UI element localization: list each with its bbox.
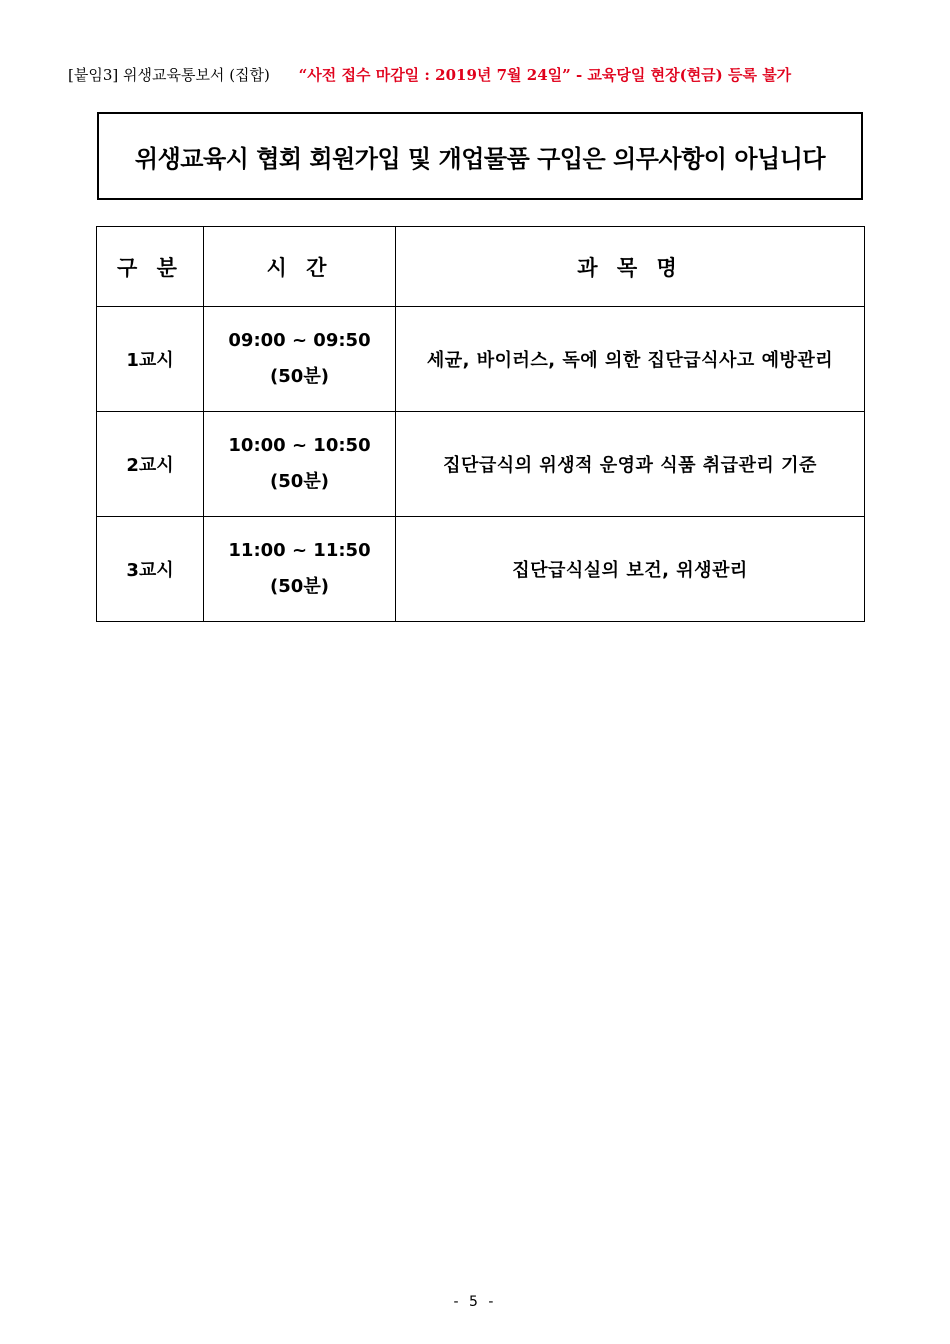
- time-range: 10:00 ~ 10:50: [228, 435, 371, 456]
- time-range: 11:00 ~ 11:50: [228, 540, 371, 561]
- notice-text: 위생교육시 협회 회원가입 및 개업물품 구입은 의무사항이 아닙니다: [134, 144, 826, 173]
- table-row: [97, 412, 865, 517]
- subject-cell: 집단급식의 위생적 운영과 식품 취급관리 기준: [396, 412, 865, 517]
- deadline-notice: “사전 접수 마감일 : 2019년 7월 24일” - 교육당일 현장(현금) 등록 불가: [298, 66, 792, 84]
- document-header: [68, 64, 898, 85]
- time-cell: [204, 307, 396, 412]
- table-row: [97, 517, 865, 622]
- subject-cell: 세균, 바이러스, 독에 의한 집단급식사고 예방관리: [396, 307, 865, 412]
- time-cell: [204, 412, 396, 517]
- column-header-subject: 과 목 명: [396, 227, 865, 307]
- page-number: - 5 -: [453, 1294, 497, 1310]
- subject-cell: 집단급식실의 보건, 위생관리: [396, 517, 865, 622]
- column-header-period: 구 분: [97, 227, 204, 307]
- column-header-time: 시 간: [204, 227, 396, 307]
- period-cell: 1교시: [97, 307, 204, 412]
- time-range: 09:00 ~ 09:50: [228, 330, 371, 351]
- table-header-row: [97, 227, 865, 307]
- time-duration: (50분): [270, 471, 329, 492]
- time-duration: (50분): [270, 366, 329, 387]
- period-cell: 2교시: [97, 412, 204, 517]
- schedule-table: [96, 226, 865, 622]
- table-row: [97, 307, 865, 412]
- period-cell: 3교시: [97, 517, 204, 622]
- time-cell: [204, 517, 396, 622]
- time-duration: (50분): [270, 576, 329, 597]
- attachment-label: [붙임3] 위생교육통보서 (집합): [68, 66, 270, 84]
- notice-box: [97, 112, 863, 200]
